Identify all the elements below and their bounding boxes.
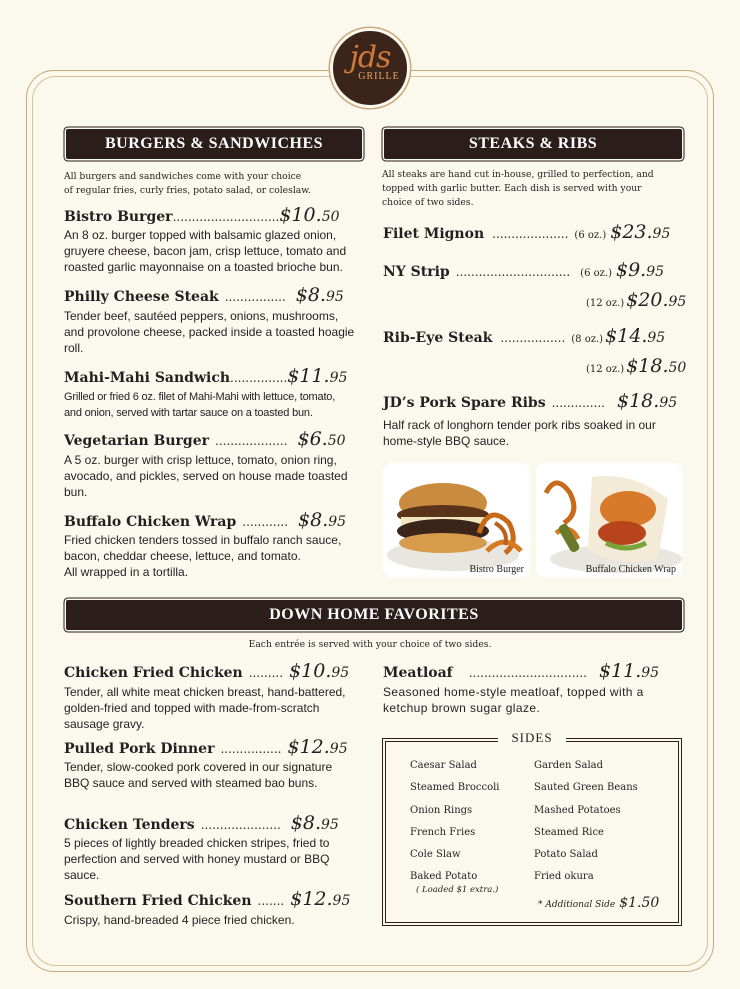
side-item: Garden Salad bbox=[534, 760, 604, 771]
steaks-intro-line: choice of two sides. bbox=[382, 197, 474, 208]
side-item: Fried okura bbox=[534, 871, 594, 882]
leader-dots: ............................ bbox=[172, 210, 280, 224]
item-description: An 8 oz. burger topped with balsamic glazed onion, gruyere cheese, bacon jam, crisp lettuce, tomato and roasted garlic mayonnaise on a toasted brioche bun. bbox=[64, 228, 347, 274]
item-name: Buffalo Chicken Wrap bbox=[64, 514, 237, 530]
portion-size: (6 oz.) bbox=[574, 230, 607, 241]
item-name: Philly Cheese Steak bbox=[64, 289, 219, 305]
menu-item-rib-eye-steak bbox=[383, 325, 665, 347]
menu-item-pork-spare-ribs bbox=[383, 390, 677, 412]
item-name: Vegetarian Burger bbox=[64, 433, 209, 449]
item-description: Grilled or fried 6 oz. filet of Mahi-Mahi with lettuce, tomato, and onion, served with tartar sauce on a toasted bun. bbox=[64, 391, 336, 419]
steaks-intro-line: topped with garlic butter. Each dish is served with your bbox=[382, 183, 642, 194]
item-description: Fried chicken tenders tossed in buffalo ranch sauce, bacon, cheddar cheese, lettuce, and tomato. All wrapped in a tortilla. bbox=[64, 533, 342, 579]
photo-caption: Buffalo Chicken Wrap bbox=[585, 564, 676, 575]
portion-size: (12 oz.) bbox=[586, 298, 625, 309]
menu-item-southern-fried-chicken bbox=[64, 888, 350, 910]
steaks-intro bbox=[382, 168, 654, 210]
burgers-intro-line: of regular fries, curly fries, potato salad, or coleslaw. bbox=[64, 185, 311, 196]
photo-caption: Bistro Burger bbox=[469, 564, 524, 575]
side-item: Steamed Rice bbox=[534, 827, 604, 838]
item-description: Tender, slow-cooked pork covered in our signature BBQ sauce and served with steamed bao buns. bbox=[64, 760, 333, 790]
burgers-section-header: BURGERS & SANDWICHES bbox=[66, 129, 362, 159]
additional-side-label: * Additional Side bbox=[538, 900, 616, 910]
burger-illustration bbox=[383, 463, 530, 577]
menu-item-bistro-burger bbox=[64, 204, 340, 226]
item-price: $10.95 bbox=[289, 660, 350, 682]
item-description: 5 pieces of lightly breaded chicken stripes, fried to perfection and served with honey mustard or BBQ sauce. bbox=[64, 836, 330, 882]
side-item: Baked Potato bbox=[410, 871, 478, 882]
side-item: Cole Slaw bbox=[410, 849, 461, 860]
item-description: Seasoned home-style meatloaf, topped with a ketchup brown sugar glaze. bbox=[383, 685, 644, 715]
leader-dots: ............................... bbox=[468, 666, 587, 680]
item-description: Crispy, hand-breaded 4 piece fried chicken. bbox=[64, 913, 295, 927]
side-item: Sauted Green Beans bbox=[534, 782, 638, 793]
item-name: Mahi-Mahi Sandwich bbox=[64, 370, 231, 386]
portion-size: (8 oz.) bbox=[571, 334, 604, 345]
item-name: Meatloaf bbox=[383, 665, 453, 681]
logo-subtext: GRILLE bbox=[358, 71, 400, 82]
item-price: $12.95 bbox=[287, 736, 348, 758]
item-price: $18.95 bbox=[617, 390, 678, 412]
leader-dots: ................... bbox=[215, 434, 288, 448]
leader-dots: .............. bbox=[551, 396, 605, 410]
item-price: $10.50 bbox=[279, 204, 340, 226]
item-description: Tender beef, sautéed peppers, onions, mushrooms, and provolone cheese, packed inside a toasted hoagie roll. bbox=[64, 309, 355, 355]
additional-side-price bbox=[538, 895, 659, 911]
menu-item-pulled-pork-dinner bbox=[64, 736, 348, 758]
item-name: Southern Fried Chicken bbox=[64, 893, 252, 909]
sides-title: SIDES bbox=[498, 730, 566, 746]
item-price: $8.95 bbox=[298, 509, 347, 531]
bistro-burger-photo bbox=[383, 463, 530, 577]
additional-side-amount: $1.50 bbox=[619, 895, 660, 911]
logo-text: jds bbox=[349, 40, 391, 75]
portion-size: (6 oz.) bbox=[580, 268, 612, 279]
menu-item-chicken-fried-chicken bbox=[64, 660, 349, 682]
side-item: French Fries bbox=[410, 827, 476, 838]
portion-size: (12 oz.) bbox=[586, 364, 625, 375]
leader-dots: ................ bbox=[224, 290, 286, 304]
item-price: $6.50 bbox=[297, 428, 346, 450]
menu-item-mahi-mahi-sandwich bbox=[64, 365, 347, 387]
baked-potato-note: ( Loaded $1 extra.) bbox=[416, 885, 499, 895]
menu-item-ny-strip-large bbox=[586, 289, 686, 311]
favorites-intro: Each entrée is served with your choice of two sides. bbox=[248, 639, 492, 650]
burgers-intro-line: All burgers and sandwiches come with your choice bbox=[64, 171, 302, 182]
leader-dots: ............ bbox=[242, 515, 289, 529]
item-description: A 5 oz. burger with crisp lettuce, tomato, onion ring, avocado, and pickles, served on house made toasted bun. bbox=[64, 453, 348, 499]
menu-item-rib-eye-large bbox=[586, 355, 686, 377]
leader-dots: ................. bbox=[500, 331, 566, 345]
menu-item-buffalo-chicken-wrap bbox=[64, 509, 346, 531]
item-name: Chicken Tenders bbox=[64, 817, 195, 833]
buffalo-chicken-wrap-photo bbox=[536, 463, 682, 577]
item-description: Tender, all white meat chicken breast, hand-battered, golden-fried and topped with made-from-scratch sausage gravy. bbox=[64, 685, 346, 731]
burgers-intro bbox=[64, 170, 311, 198]
side-item: Mashed Potatoes bbox=[534, 805, 621, 816]
jds-grille-logo bbox=[330, 28, 410, 108]
item-description: Half rack of longhorn tender pork ribs soaked in our home-style BBQ sauce. bbox=[383, 418, 656, 448]
item-price: $18.50 bbox=[626, 355, 687, 377]
item-name: JD’s Pork Spare Ribs bbox=[383, 395, 546, 411]
side-item: Caesar Salad bbox=[410, 760, 477, 771]
item-price: $8.95 bbox=[290, 812, 339, 834]
item-price: $23.95 bbox=[610, 221, 671, 243]
side-item: Onion Rings bbox=[410, 805, 473, 816]
item-price: $20.95 bbox=[626, 289, 687, 311]
leader-dots: ..................... bbox=[200, 818, 281, 832]
item-name: Rib-Eye Steak bbox=[383, 330, 493, 346]
leader-dots: ................ bbox=[220, 742, 282, 756]
leader-dots: ......... bbox=[248, 666, 284, 680]
item-name: Filet Mignon bbox=[383, 226, 485, 242]
menu-item-ny-strip bbox=[383, 259, 664, 281]
item-price: $14.95 bbox=[605, 325, 666, 347]
item-price: $11.95 bbox=[287, 365, 348, 387]
steaks-intro-line: All steaks are hand cut in-house, grilled to perfection, and bbox=[382, 169, 654, 180]
leader-dots: .............................. bbox=[455, 265, 571, 279]
item-price: $8.95 bbox=[295, 284, 344, 306]
menu-item-filet-mignon bbox=[383, 221, 670, 243]
leader-dots: .................... bbox=[492, 227, 569, 241]
menu-item-vegetarian-burger bbox=[64, 428, 346, 450]
steaks-section-header: STEAKS & RIBS bbox=[384, 129, 682, 159]
item-name: Chicken Fried Chicken bbox=[64, 665, 243, 681]
item-name: Pulled Pork Dinner bbox=[64, 741, 215, 757]
wrap-illustration bbox=[536, 463, 682, 577]
favorites-section-header: DOWN HOME FAVORITES bbox=[66, 600, 682, 630]
item-price: $9.95 bbox=[615, 259, 665, 281]
item-name: NY Strip bbox=[383, 264, 450, 280]
menu-item-philly-cheese-steak bbox=[64, 284, 344, 306]
item-name: Bistro Burger bbox=[64, 209, 173, 225]
side-item: Potato Salad bbox=[534, 849, 598, 860]
item-price: $11.95 bbox=[598, 660, 660, 682]
side-item: Steamed Broccoli bbox=[410, 782, 500, 793]
menu-item-meatloaf bbox=[383, 660, 659, 682]
item-price: $12.95 bbox=[290, 888, 351, 910]
menu-item-chicken-tenders bbox=[64, 812, 339, 834]
leader-dots: ............... bbox=[230, 371, 288, 385]
leader-dots: ....... bbox=[257, 894, 285, 908]
